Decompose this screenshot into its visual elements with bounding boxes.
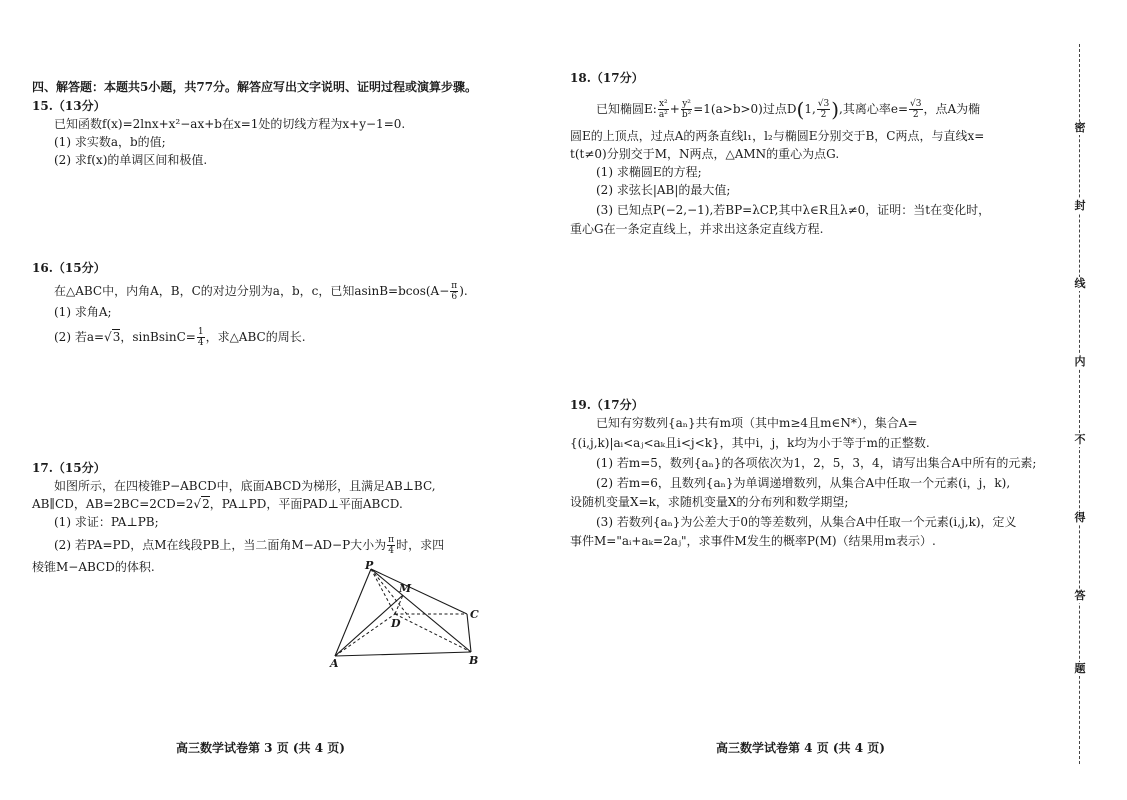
- pyramid-figure: [325, 560, 485, 670]
- q17-part2: [54, 535, 444, 556]
- label-D: D: [391, 617, 401, 630]
- q17-header: 17.（15分）: [32, 461, 106, 475]
- q15-part1: (1) 求实数a，b的值;: [54, 135, 166, 149]
- q16-part1: (1) 求角A;: [54, 305, 112, 319]
- seal-char-7: 答: [1074, 589, 1086, 602]
- q18-part2: (2) 求弦长|AB|的最大值;: [596, 183, 731, 197]
- q18-paren-left: (: [796, 97, 805, 122]
- q18-paren-right: ): [831, 97, 840, 122]
- q18-frac-y: [681, 99, 692, 120]
- q18-plus: +: [669, 102, 680, 116]
- q19-part2: (2) 若m=6，且数列{aₙ}为单调递增数列，从集合A中任取一个元素(i，j，k),: [596, 476, 1011, 490]
- q17-part2-frac-den: 4: [388, 546, 394, 556]
- q18-point-frac-num: √3: [817, 99, 830, 109]
- q18-header: 18.（17分）: [570, 71, 644, 85]
- q17-part2-fraction: [387, 535, 395, 556]
- edge-DB: [395, 614, 471, 652]
- q19-header: 19.（17分）: [570, 398, 644, 412]
- q19-part2-cont: 设随机变量X=k，求随机变量X的分布列和数学期望;: [570, 495, 849, 509]
- q17-line2: [32, 497, 403, 512]
- footer-left: 高三数学试卷第 3 页 (共 4 页): [176, 741, 345, 755]
- seal-char-5: 不: [1074, 433, 1086, 446]
- q16-part2-fraction: [197, 327, 205, 348]
- q16-part2-c: ，求△ABC的周长.: [205, 330, 306, 344]
- q17-line2-b: ，PA⊥PD，平面PAD⊥平面ABCD.: [209, 497, 403, 511]
- q16-part2-sqrt: 3: [112, 330, 121, 344]
- label-P: P: [365, 560, 374, 572]
- q18-frac-y-den: b²: [681, 110, 692, 120]
- seal-char-3: 线: [1074, 277, 1086, 290]
- q16-stem-frac-num: π: [451, 281, 458, 291]
- q16-part2-sqrt-sign: √: [104, 330, 112, 344]
- q18-e-frac-num: √3: [910, 99, 922, 109]
- label-C: C: [470, 608, 479, 621]
- q15-part2: (2) 求f(x)的单调区间和极值.: [54, 153, 208, 167]
- q15-stem: 已知函数f(x)=2lnx+x²−ax+b在x=1处的切线方程为x+y−1=0.: [54, 117, 406, 131]
- label-M: M: [399, 582, 412, 595]
- q18-line1-a: 已知椭圆E:: [596, 102, 657, 116]
- q19-line1: 已知有穷数列{aₙ}共有m项（其中m≥4且m∈N*），集合A=: [596, 416, 918, 430]
- q18-e-frac: [909, 99, 922, 120]
- q18-line3: t(t≠0)分别交于M，N两点，△AMN的重心为点G.: [570, 147, 840, 161]
- seal-char-6: 得: [1074, 511, 1086, 524]
- q18-point-frac-den: 2: [820, 110, 827, 120]
- edge-AB: [335, 652, 471, 656]
- q16-stem-a: 在△ABC中，内角A，B，C的对边分别为a，b，c，已知asinB=bcos(A−: [54, 284, 450, 298]
- q17-line2-sqrt: 2: [202, 497, 210, 511]
- edge-PC: [371, 569, 467, 614]
- seal-char-4: 内: [1074, 355, 1086, 368]
- q16-stem-fraction: [450, 281, 458, 302]
- seal-char-1: 密: [1074, 121, 1086, 134]
- q18-frac-x: [658, 99, 669, 120]
- q17-line2-sqrt-sign: √: [193, 497, 202, 511]
- q18-part3-cont: 重心G在一条定直线上，并求出这条定直线方程.: [570, 222, 824, 236]
- footer-right: 高三数学试卷第 4 页 (共 4 页): [716, 741, 885, 755]
- q18-e-frac-den: 2: [912, 110, 919, 120]
- q18-frac-x-num: x²: [658, 99, 668, 109]
- q18-part3: (3) 已知点P(−2,−1),若BP=λCP,其中λ∈R且λ≠0，证明：当t在变化时，: [596, 203, 991, 217]
- q18-line2: 圆E的上顶点，过点A的两条直线l₁，l₂与椭圆E分别交于B，C两点，与直线x=: [570, 129, 985, 143]
- q16-header: 16.（15分）: [32, 261, 106, 275]
- q17-part2-cont: 棱锥M−ABCD的体积.: [32, 560, 155, 574]
- q18-line1-b: =1(a>b>0)过点D: [693, 102, 797, 116]
- q17-part1: (1) 求证：PA⊥PB;: [54, 515, 159, 529]
- q17-part2-a: (2) 若PA=PD，点M在线段PB上，当二面角M−AD−P大小为: [54, 538, 387, 552]
- q18-point-frac: [817, 99, 830, 120]
- q18-line1-c: ,其离心率e=: [839, 102, 909, 116]
- q16-part2-a: (2) 若a=: [54, 330, 105, 344]
- q16-stem-frac-den: 6: [451, 292, 458, 302]
- q16-part2-b: ，sinBsinC=: [120, 330, 196, 344]
- q18-point-a: 1,: [804, 102, 816, 116]
- q19-part3: (3) 若数列{aₙ}为公差大于0的等差数列，从集合A中任取一个元素(i,j,k)，定义: [596, 515, 1017, 529]
- q16-stem-b: ).: [459, 284, 468, 298]
- section-heading: 四、解答题：本题共5小题，共77分。解答应写出文字说明、证明过程或演算步骤。: [32, 80, 478, 94]
- q17-part2-frac-num: π: [388, 535, 395, 545]
- q17-line2-a: AB∥CD，AB=2BC=2CD=2: [32, 497, 194, 511]
- q19-part3-cont: 事件M="aᵢ+aₖ=2aⱼ"，求事件M发生的概率P(M)（结果用m表示）.: [570, 534, 936, 548]
- q18-part1: (1) 求椭圆E的方程;: [596, 165, 702, 179]
- q16-part2-frac-num: 1: [197, 327, 204, 337]
- q18-line1-d: ，点A为椭: [923, 102, 981, 116]
- q19-part1: (1) 若m=5，数列{aₙ}的各项依次为1，2，5，3，4，请写出集合A中所有的元素;: [596, 456, 1037, 470]
- label-B: B: [469, 654, 479, 667]
- q17-part2-b: 时，求四: [396, 538, 445, 552]
- q15-header: 15.（13分）: [32, 99, 106, 113]
- label-A: A: [330, 657, 339, 670]
- edge-PD: [371, 569, 395, 614]
- seal-dashed-line: [1079, 44, 1080, 764]
- q16-stem: [54, 281, 468, 302]
- q18-frac-y-num: y²: [682, 99, 691, 109]
- q16-part2: [54, 327, 306, 348]
- seal-char-8: 题: [1074, 662, 1086, 675]
- q18-line1: [596, 99, 980, 120]
- seal-char-2: 封: [1074, 199, 1086, 212]
- q16-part2-frac-den: 4: [197, 338, 204, 348]
- q17-line1: 如图所示，在四棱锥P−ABCD中，底面ABCD为梯形，且满足AB⊥BC,: [54, 479, 436, 493]
- q18-frac-x-den: a²: [658, 110, 668, 120]
- q19-line2: {(i,j,k)|aᵢ<aⱼ<aₖ且i<j<k}，其中i，j，k均为小于等于m的正整数.: [570, 436, 930, 450]
